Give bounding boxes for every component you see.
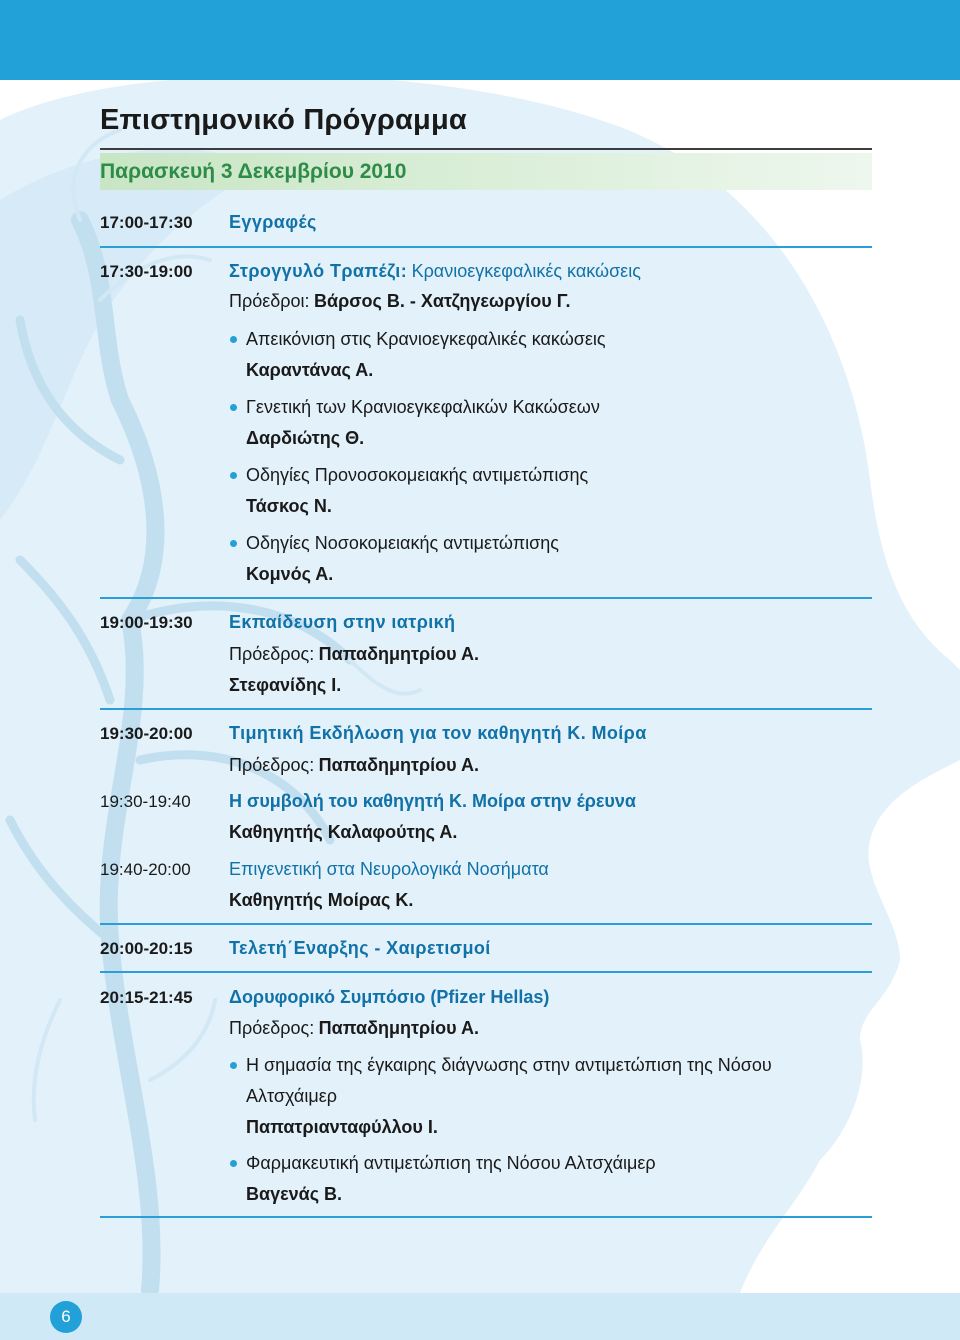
session-chair xyxy=(229,755,479,776)
session-title: Τιμητική Εκδήλωση για τον καθηγητή Κ. Μοίρα xyxy=(229,723,647,743)
session-chair xyxy=(229,644,479,665)
bullet-icon xyxy=(230,336,237,343)
talk-topic: Απεικόνιση στις Κρανιοεγκεφαλικές κακώσεις xyxy=(246,329,606,349)
session-time: 20:15-21:45 xyxy=(100,988,193,1007)
page-number: 6 xyxy=(50,1301,82,1333)
session-chairs xyxy=(229,291,571,312)
page-title: Επιστημονικό Πρόγραμμα xyxy=(100,104,467,136)
session-time: 17:30-19:00 xyxy=(100,262,193,281)
bullet-icon xyxy=(230,1160,237,1167)
date-heading: Παρασκευή 3 Δεκεμβρίου 2010 xyxy=(100,160,407,183)
session-divider xyxy=(100,971,872,973)
session-divider xyxy=(100,708,872,710)
talk-speaker: Κομνός Α. xyxy=(246,564,334,584)
session-time: 19:30-20:00 xyxy=(100,724,193,743)
talk-topic: Φαρμακευτική αντιμετώπιση της Νόσου Αλτσχάιμερ xyxy=(246,1153,656,1173)
talk-speaker: Καθηγητής Καλαφούτης Α. xyxy=(229,822,458,842)
talk-speaker: Καραντάνας Α. xyxy=(246,360,374,380)
chair-name: Παπαδημητρίου Α. xyxy=(318,1018,479,1038)
talk-topic: Οδηγίες Προνοσοκομειακής αντιμετώπισης xyxy=(246,465,589,485)
talk-topic: Γενετική των Κρανιοεγκεφαλικών Κακώσεων xyxy=(246,397,600,417)
bullet-icon xyxy=(230,472,237,479)
session-title: Τελετή΄Εναρξης - Χαιρετισμοί xyxy=(229,938,491,958)
session-time: 17:00-17:30 xyxy=(100,213,193,232)
footer-band xyxy=(0,1293,960,1340)
chair-name: Παπαδημητρίου Α. xyxy=(318,755,479,775)
session-chair xyxy=(229,1018,479,1039)
talk-speaker: Τάσκος Ν. xyxy=(246,496,332,516)
session-title: Δορυφορικό Συμπόσιο (Pfizer Hellas) xyxy=(229,987,550,1007)
talk-topic-continued: Αλτσχάιμερ xyxy=(246,1086,337,1106)
session-title: Εκπαίδευση στην ιατρική xyxy=(229,612,456,632)
session-time: 19:00-19:30 xyxy=(100,613,193,632)
session-divider xyxy=(100,597,872,599)
chair-name: Παπαδημητρίου Α. xyxy=(318,644,479,664)
talk-speaker: Στεφανίδης Ι. xyxy=(229,675,342,695)
bullet-icon xyxy=(230,1062,237,1069)
subsession-time: 19:40-20:00 xyxy=(100,860,191,879)
talk-topic: Η σημασία της έγκαιρης διάγνωσης στην αντιμετώπιση της Νόσου xyxy=(246,1055,772,1075)
bullet-icon xyxy=(230,540,237,547)
session-title-rest: Κρανιοεγκεφαλικές κακώσεις xyxy=(411,261,641,281)
session-divider xyxy=(100,923,872,925)
title-underline xyxy=(100,148,872,150)
subsession-title: Επιγενετική στα Νευρολογικά Νοσήματα xyxy=(229,859,549,879)
chairs-label: Πρόεδροι: xyxy=(229,291,310,311)
session-divider xyxy=(100,1216,872,1218)
session-title-bold: Στρογγυλό Τραπέζι: xyxy=(229,261,408,281)
chair-label: Πρόεδρος: xyxy=(229,1018,315,1038)
talk-speaker: Δαρδιώτης Θ. xyxy=(246,428,365,448)
session-title: Εγγραφές xyxy=(229,212,317,232)
subsession-time: 19:30-19:40 xyxy=(100,792,191,811)
chair-label: Πρόεδρος: xyxy=(229,755,315,775)
session-time: 20:00-20:15 xyxy=(100,939,193,958)
chair-label: Πρόεδρος: xyxy=(229,644,315,664)
bullet-icon xyxy=(230,404,237,411)
talk-topic: Οδηγίες Νοσοκομειακής αντιμετώπισης xyxy=(246,533,559,553)
chairs-names: Βάρσος Β. - Χατζηγεωργίου Γ. xyxy=(314,291,571,311)
subsession-title: Η συμβολή του καθηγητή Κ. Μοίρα στην έρευνα xyxy=(229,791,636,811)
session-divider xyxy=(100,246,872,248)
talk-speaker: Βαγενάς Β. xyxy=(246,1184,343,1204)
talk-speaker: Παπατριανταφύλλου Ι. xyxy=(246,1117,438,1137)
talk-speaker: Καθηγητής Μοίρας Κ. xyxy=(229,890,414,910)
session-title xyxy=(229,261,641,282)
